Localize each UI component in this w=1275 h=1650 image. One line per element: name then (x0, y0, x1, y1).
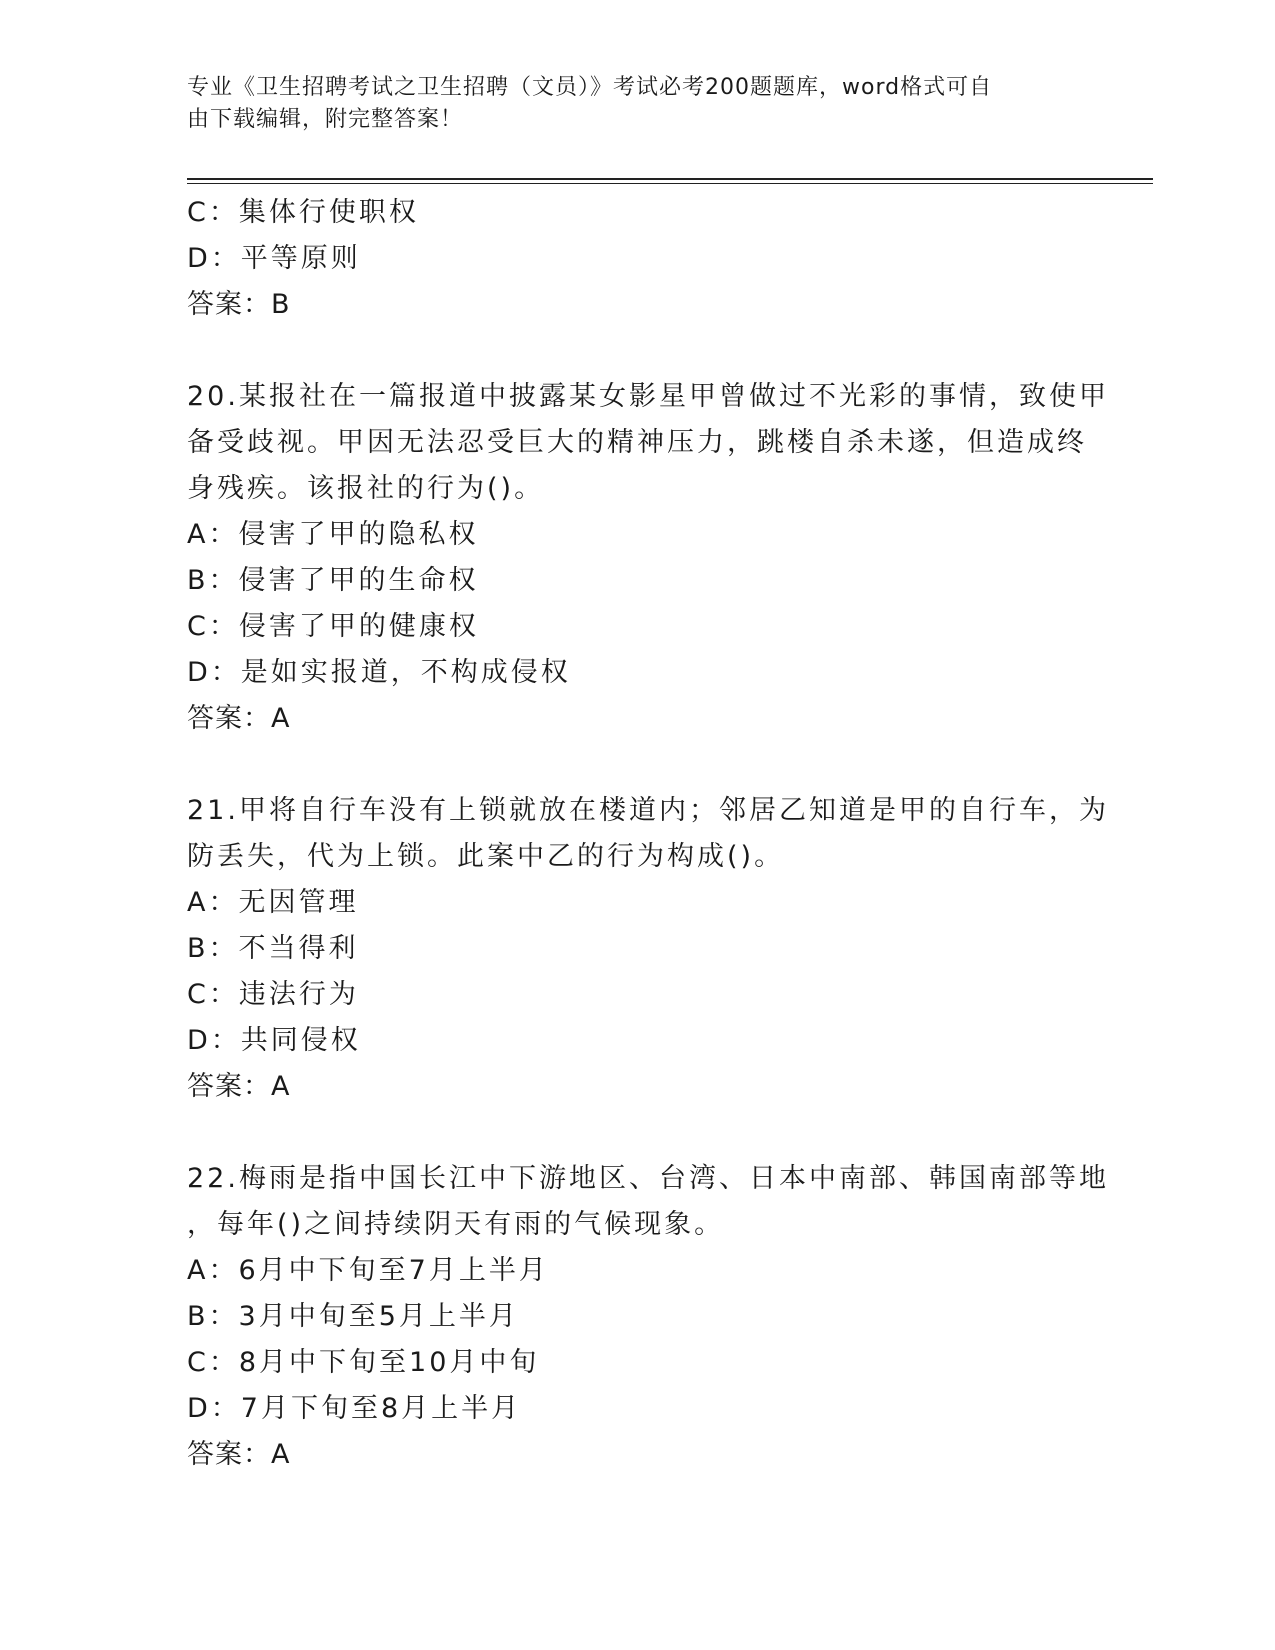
question-21 (187, 788, 1109, 1110)
option-c: C：违法行为 (187, 979, 359, 1010)
option-a: A：6月中下旬至7月上半月 (187, 1255, 549, 1286)
answer: 答案：A (187, 703, 291, 734)
spacer (187, 328, 1087, 374)
option-c: C：集体行使职权 (187, 197, 419, 228)
spacer (187, 742, 1087, 788)
previous-question-tail (187, 190, 1087, 328)
question-22 (187, 1156, 1109, 1478)
option-d: D：共同侵权 (187, 1025, 361, 1056)
spacer (187, 1110, 1087, 1156)
question-text-line: 22.梅雨是指中国长江中下游地区、台湾、日本中南部、韩国南部等地 (187, 1163, 1109, 1194)
option-d: D：是如实报道，不构成侵权 (187, 657, 571, 688)
answer: 答案：A (187, 1439, 291, 1470)
question-text-line: 防丢失，代为上锁。此案中乙的行为构成()。 (187, 841, 785, 872)
option-d: D：7月下旬至8月上半月 (187, 1393, 522, 1424)
option-b: B：侵害了甲的生命权 (187, 565, 479, 596)
question-20 (187, 374, 1109, 742)
question-text-line: 身残疾。该报社的行为()。 (187, 473, 545, 504)
header-line-2: 由下载编辑，附完整答案！ (187, 107, 464, 132)
option-a: A：无因管理 (187, 887, 359, 918)
question-text-line: 20.某报社在一篇报道中披露某女影星甲曾做过不光彩的事情，致使甲 (187, 381, 1109, 412)
option-b: B：不当得利 (187, 933, 359, 964)
document-header (187, 72, 1067, 136)
question-list (187, 190, 1109, 1478)
question-text-line: 备受歧视。甲因无法忍受巨大的精神压力，跳楼自杀未遂，但造成终 (187, 427, 1087, 458)
header-line-1: 专业《卫生招聘考试之卫生招聘（文员）》考试必考200题题库，word格式可自 (187, 75, 993, 100)
question-text-line: ，每年()之间持续阴天有雨的气候现象。 (187, 1209, 725, 1240)
option-c: C：8月中下旬至10月中旬 (187, 1347, 540, 1378)
header-divider-thin (187, 183, 1153, 184)
answer: 答案：B (187, 289, 291, 320)
option-b: B：3月中旬至5月上半月 (187, 1301, 519, 1332)
answer: 答案：A (187, 1071, 291, 1102)
header-divider-thick (187, 178, 1153, 180)
question-text-line: 21.甲将自行车没有上锁就放在楼道内；邻居乙知道是甲的自行车，为 (187, 795, 1109, 826)
option-c: C：侵害了甲的健康权 (187, 611, 479, 642)
option-d: D：平等原则 (187, 243, 361, 274)
option-a: A：侵害了甲的隐私权 (187, 519, 479, 550)
